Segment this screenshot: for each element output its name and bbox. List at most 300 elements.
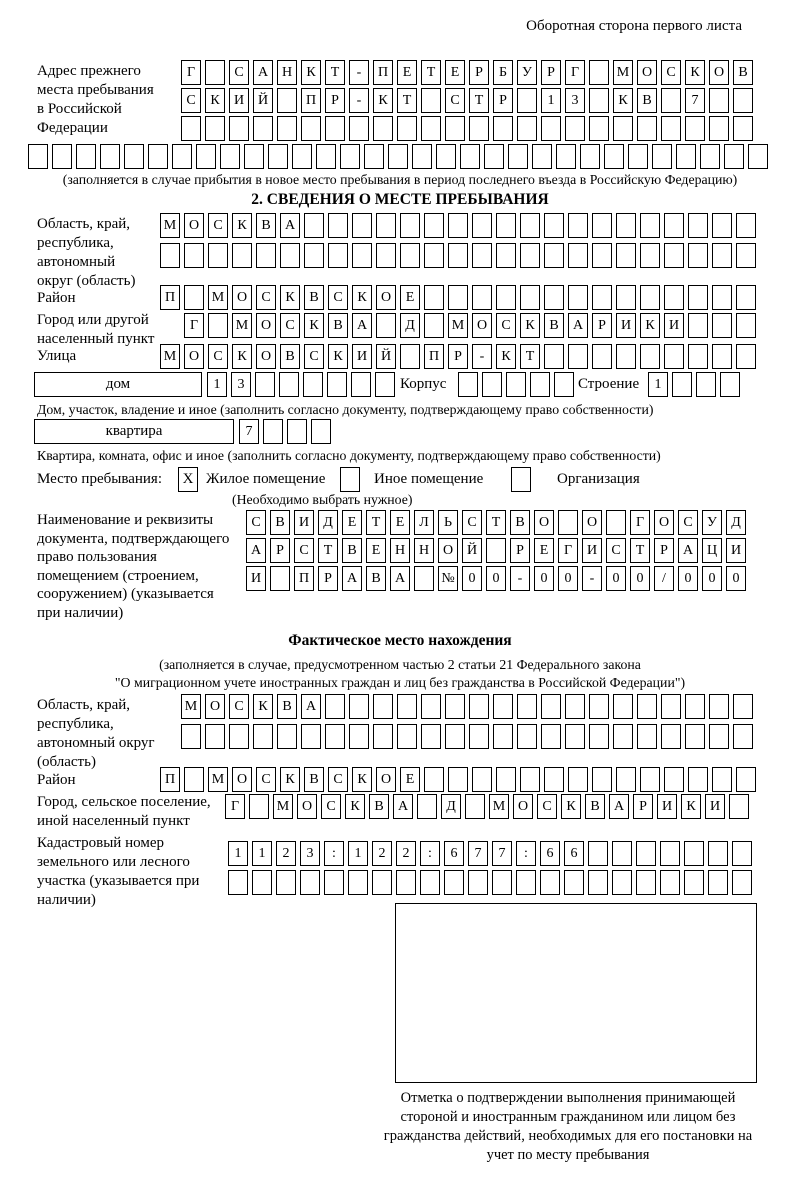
char-cell: Т	[318, 538, 338, 563]
char-cell: Е	[342, 510, 362, 535]
char-cell	[613, 694, 633, 719]
char-cell: Р	[318, 566, 338, 591]
char-cell: А	[246, 538, 266, 563]
char-cell	[661, 694, 681, 719]
char-cell	[324, 870, 344, 895]
char-cell: Г	[184, 313, 204, 338]
document-grid-row-2	[246, 538, 746, 563]
char-cell	[376, 313, 396, 338]
char-cell: Р	[270, 538, 290, 563]
char-cell	[181, 724, 201, 749]
char-cell: Д	[400, 313, 420, 338]
char-cell: М	[160, 213, 180, 238]
char-cell	[496, 243, 516, 268]
char-cell: 0	[678, 566, 698, 591]
char-cell: С	[445, 88, 465, 113]
char-cell	[148, 144, 168, 169]
char-cell	[252, 870, 272, 895]
char-cell	[640, 285, 660, 310]
char-cell	[421, 116, 441, 141]
char-cell: 2	[396, 841, 416, 866]
char-cell	[592, 344, 612, 369]
char-cell	[205, 724, 225, 749]
char-cell	[696, 372, 716, 397]
char-cell	[396, 870, 416, 895]
char-cell	[220, 144, 240, 169]
char-cell	[712, 243, 732, 268]
char-cell	[540, 870, 560, 895]
char-cell: 0	[558, 566, 578, 591]
char-cell: Н	[277, 60, 297, 85]
char-cell	[568, 344, 588, 369]
char-cell: :	[324, 841, 344, 866]
char-cell: С	[181, 88, 201, 113]
char-cell: 0	[630, 566, 650, 591]
cadastral-label: Кадастровый номер земельного или лесного участка (указывается при наличии)	[37, 835, 200, 908]
actual-district-label: Район	[37, 772, 76, 788]
char-cell: М	[273, 794, 293, 819]
char-cell: В	[280, 344, 300, 369]
char-cell	[229, 116, 249, 141]
char-cell	[196, 144, 216, 169]
char-cell: И	[352, 344, 372, 369]
document-label: Наименование и реквизиты документа, подтверждающего право пользования помещением (строением, сооружением) (указывается при наличии)	[37, 512, 230, 621]
char-cell: С	[606, 538, 626, 563]
char-cell	[277, 88, 297, 113]
char-cell: 0	[606, 566, 626, 591]
char-cell	[448, 243, 468, 268]
char-cell: О	[205, 694, 225, 719]
char-cell: К	[352, 285, 372, 310]
char-cell	[736, 243, 756, 268]
char-cell	[172, 144, 192, 169]
char-cell	[616, 285, 636, 310]
char-cell: Т	[486, 510, 506, 535]
char-cell	[565, 724, 585, 749]
char-cell: /	[654, 566, 674, 591]
char-cell: В	[328, 313, 348, 338]
district-label: Район	[37, 290, 76, 306]
char-cell: М	[448, 313, 468, 338]
char-cell: Р	[469, 60, 489, 85]
char-cell: В	[369, 794, 389, 819]
char-cell	[700, 144, 720, 169]
char-cell	[327, 372, 347, 397]
char-cell: -	[510, 566, 530, 591]
char-cell	[181, 116, 201, 141]
char-cell: М	[181, 694, 201, 719]
char-cell: У	[702, 510, 722, 535]
char-cell	[688, 344, 708, 369]
char-cell	[732, 870, 752, 895]
char-cell: Н	[390, 538, 410, 563]
char-cell: С	[537, 794, 557, 819]
char-cell	[325, 724, 345, 749]
char-cell	[424, 285, 444, 310]
char-cell	[388, 144, 408, 169]
char-cell: -	[349, 88, 369, 113]
char-cell: О	[232, 767, 252, 792]
char-cell: 7	[239, 419, 259, 444]
street-label: Улица	[37, 348, 77, 364]
char-cell: У	[517, 60, 537, 85]
char-cell: Т	[630, 538, 650, 563]
actual-city-label: Город, сельское поселение, иной населенный пункт	[37, 794, 211, 829]
char-cell: Р	[325, 88, 345, 113]
char-cell: 7	[468, 841, 488, 866]
char-cell	[613, 116, 633, 141]
char-cell: :	[420, 841, 440, 866]
char-cell	[208, 313, 228, 338]
char-cell: 1	[648, 372, 668, 397]
char-cell: К	[232, 344, 252, 369]
char-cell	[424, 213, 444, 238]
char-cell: О	[297, 794, 317, 819]
street-grid-row	[160, 344, 756, 369]
char-cell	[349, 724, 369, 749]
char-cell	[301, 116, 321, 141]
char-cell: Е	[445, 60, 465, 85]
char-cell	[208, 243, 228, 268]
char-cell: 0	[486, 566, 506, 591]
city-grid-row	[184, 313, 756, 338]
char-cell: 3	[565, 88, 585, 113]
page-title: Оборотная сторона первого листа	[526, 18, 742, 34]
char-cell	[325, 694, 345, 719]
char-cell	[375, 372, 395, 397]
char-cell	[612, 870, 632, 895]
char-cell: -	[582, 566, 602, 591]
char-cell	[554, 372, 574, 397]
char-cell: 0	[726, 566, 746, 591]
char-cell: К	[681, 794, 701, 819]
char-cell	[664, 243, 684, 268]
char-cell	[672, 372, 692, 397]
char-cell: С	[328, 285, 348, 310]
char-cell	[688, 313, 708, 338]
city-label: Город или другой населенный пункт	[37, 312, 155, 347]
char-cell	[420, 870, 440, 895]
char-cell	[532, 144, 552, 169]
korpus-grid-row	[458, 372, 574, 397]
prev-address-grid-row-3	[181, 116, 753, 141]
char-cell: Т	[520, 344, 540, 369]
char-cell: О	[376, 767, 396, 792]
char-cell	[184, 285, 204, 310]
char-cell	[376, 213, 396, 238]
char-cell: С	[208, 213, 228, 238]
char-cell	[253, 116, 273, 141]
char-cell: А	[568, 313, 588, 338]
char-cell	[709, 116, 729, 141]
char-cell	[520, 213, 540, 238]
char-cell: О	[654, 510, 674, 535]
char-cell	[684, 870, 704, 895]
char-cell: Е	[390, 510, 410, 535]
char-cell: К	[280, 285, 300, 310]
house-grid-row	[207, 372, 395, 397]
char-cell: И	[657, 794, 677, 819]
confirmation-note: Отметка о подтверждении выполнения принимающей стороной и иностранным гражданином или лицом без гражданства действий, необходимых для его постановки на учет по месту пребывания	[383, 1090, 753, 1163]
region-label: Область, край, республика, автономный округ (область)	[37, 216, 136, 289]
char-cell	[709, 88, 729, 113]
char-cell	[493, 694, 513, 719]
prev-address-note: (заполняется в случае прибытия в новое место пребывания в период последнего въезда в Российскую Федерацию)	[62, 172, 738, 187]
char-cell	[636, 841, 656, 866]
char-cell	[558, 510, 578, 535]
char-cell	[424, 313, 444, 338]
char-cell	[228, 870, 248, 895]
char-cell: Г	[225, 794, 245, 819]
char-cell: И	[616, 313, 636, 338]
char-cell: 1	[348, 841, 368, 866]
char-cell: О	[438, 538, 458, 563]
char-cell	[580, 144, 600, 169]
actual-region-label: Область, край, республика, автономный округ (область)	[37, 697, 155, 770]
char-cell	[263, 419, 283, 444]
char-cell	[664, 767, 684, 792]
char-cell: -	[349, 60, 369, 85]
char-cell	[568, 285, 588, 310]
char-cell	[493, 724, 513, 749]
char-cell	[589, 724, 609, 749]
char-cell	[486, 538, 506, 563]
actual-location-note-1: (заполняется в случае, предусмотренном частью 2 статьи 21 Федерального закона	[159, 657, 641, 672]
char-cell	[373, 116, 393, 141]
char-cell: К	[205, 88, 225, 113]
char-cell	[482, 372, 502, 397]
char-cell	[736, 313, 756, 338]
char-cell	[733, 116, 753, 141]
char-cell: К	[345, 794, 365, 819]
char-cell	[688, 243, 708, 268]
char-cell: Г	[630, 510, 650, 535]
char-cell	[472, 285, 492, 310]
char-cell: П	[160, 285, 180, 310]
char-cell	[445, 724, 465, 749]
char-cell	[468, 870, 488, 895]
char-cell: Е	[397, 60, 417, 85]
char-cell: 1	[252, 841, 272, 866]
char-cell: И	[705, 794, 725, 819]
char-cell: О	[534, 510, 554, 535]
char-cell	[541, 694, 561, 719]
char-cell: Т	[469, 88, 489, 113]
char-cell	[279, 372, 299, 397]
char-cell	[351, 372, 371, 397]
char-cell: М	[160, 344, 180, 369]
char-cell	[249, 794, 269, 819]
char-cell	[736, 344, 756, 369]
char-cell	[685, 724, 705, 749]
char-cell	[421, 88, 441, 113]
char-cell	[517, 724, 537, 749]
char-cell	[520, 767, 540, 792]
char-cell	[661, 724, 681, 749]
char-cell	[328, 243, 348, 268]
char-cell	[376, 243, 396, 268]
char-cell: О	[709, 60, 729, 85]
char-cell: Ц	[702, 538, 722, 563]
char-cell: Й	[376, 344, 396, 369]
char-cell	[733, 88, 753, 113]
char-cell: В	[637, 88, 657, 113]
char-cell	[712, 285, 732, 310]
char-cell	[421, 694, 441, 719]
char-cell	[414, 566, 434, 591]
char-cell	[709, 694, 729, 719]
char-cell	[255, 372, 275, 397]
char-cell	[28, 144, 48, 169]
char-cell	[708, 870, 728, 895]
char-cell	[568, 213, 588, 238]
char-cell: 1	[541, 88, 561, 113]
char-cell: К	[373, 88, 393, 113]
char-cell: 0	[534, 566, 554, 591]
actual-region-grid-row-1	[181, 694, 753, 719]
stay-type-checkbox-organization	[511, 467, 531, 492]
char-cell	[496, 285, 516, 310]
actual-city-grid-row	[225, 794, 749, 819]
char-cell: Й	[462, 538, 482, 563]
char-cell	[604, 144, 624, 169]
char-cell	[373, 694, 393, 719]
char-cell	[517, 116, 537, 141]
char-cell	[544, 767, 564, 792]
char-cell	[568, 767, 588, 792]
stay-type-option-residential-label: Жилое помещение	[206, 471, 326, 487]
char-cell: С	[462, 510, 482, 535]
char-cell: С	[496, 313, 516, 338]
char-cell	[205, 116, 225, 141]
char-cell	[184, 243, 204, 268]
char-cell: О	[232, 285, 252, 310]
char-cell	[484, 144, 504, 169]
char-cell	[496, 767, 516, 792]
char-cell	[712, 313, 732, 338]
char-cell: А	[390, 566, 410, 591]
char-cell	[352, 243, 372, 268]
char-cell	[564, 870, 584, 895]
char-cell: В	[585, 794, 605, 819]
char-cell: К	[301, 60, 321, 85]
char-cell: Д	[318, 510, 338, 535]
char-cell: О	[184, 213, 204, 238]
char-cell: С	[208, 344, 228, 369]
char-cell	[589, 694, 609, 719]
char-cell	[349, 116, 369, 141]
char-cell: И	[294, 510, 314, 535]
char-cell: В	[366, 566, 386, 591]
char-cell: Й	[253, 88, 273, 113]
char-cell	[445, 694, 465, 719]
house-box: дом	[34, 372, 202, 397]
char-cell	[397, 116, 417, 141]
char-cell	[232, 243, 252, 268]
char-cell	[397, 694, 417, 719]
char-cell	[720, 372, 740, 397]
char-cell: А	[609, 794, 629, 819]
char-cell	[712, 344, 732, 369]
char-cell	[448, 767, 468, 792]
char-cell	[530, 372, 550, 397]
char-cell	[712, 767, 732, 792]
char-cell	[52, 144, 72, 169]
actual-region-grid-row-2	[181, 724, 753, 749]
char-cell: К	[685, 60, 705, 85]
char-cell: Р	[493, 88, 513, 113]
char-cell	[340, 144, 360, 169]
char-cell	[709, 724, 729, 749]
char-cell: -	[472, 344, 492, 369]
char-cell	[544, 213, 564, 238]
char-cell	[606, 510, 626, 535]
char-cell: О	[184, 344, 204, 369]
char-cell: Д	[726, 510, 746, 535]
char-cell	[736, 285, 756, 310]
char-cell	[300, 870, 320, 895]
char-cell	[516, 870, 536, 895]
char-cell: С	[229, 694, 249, 719]
district-grid-row	[160, 285, 756, 310]
char-cell	[277, 116, 297, 141]
char-cell	[460, 144, 480, 169]
char-cell: А	[393, 794, 413, 819]
char-cell: М	[613, 60, 633, 85]
actual-district-grid-row	[160, 767, 756, 792]
char-cell	[640, 243, 660, 268]
char-cell	[276, 870, 296, 895]
char-cell	[520, 285, 540, 310]
char-cell	[400, 213, 420, 238]
char-cell: П	[373, 60, 393, 85]
char-cell: И	[664, 313, 684, 338]
char-cell	[496, 213, 516, 238]
char-cell	[612, 841, 632, 866]
char-cell	[301, 724, 321, 749]
char-cell	[592, 285, 612, 310]
char-cell: А	[301, 694, 321, 719]
char-cell: А	[280, 213, 300, 238]
char-cell	[311, 419, 331, 444]
char-cell	[205, 60, 225, 85]
char-cell: Е	[400, 285, 420, 310]
char-cell: №	[438, 566, 458, 591]
char-cell: Е	[400, 767, 420, 792]
char-cell: Р	[592, 313, 612, 338]
char-cell	[685, 116, 705, 141]
char-cell	[640, 344, 660, 369]
char-cell: К	[640, 313, 660, 338]
actual-location-note-2: "О миграционном учете иностранных граждан и лиц без гражданства в Российской Федерации")	[114, 675, 686, 690]
char-cell: М	[489, 794, 509, 819]
char-cell: П	[294, 566, 314, 591]
char-cell	[448, 285, 468, 310]
prev-address-grid-row-2	[181, 88, 753, 113]
char-cell	[568, 243, 588, 268]
char-cell	[412, 144, 432, 169]
char-cell	[664, 344, 684, 369]
char-cell	[544, 243, 564, 268]
char-cell	[160, 243, 180, 268]
char-cell	[684, 841, 704, 866]
char-cell	[748, 144, 768, 169]
char-cell: Р	[448, 344, 468, 369]
char-cell	[256, 243, 276, 268]
char-cell: В	[304, 285, 324, 310]
char-cell	[349, 694, 369, 719]
char-cell: С	[280, 313, 300, 338]
